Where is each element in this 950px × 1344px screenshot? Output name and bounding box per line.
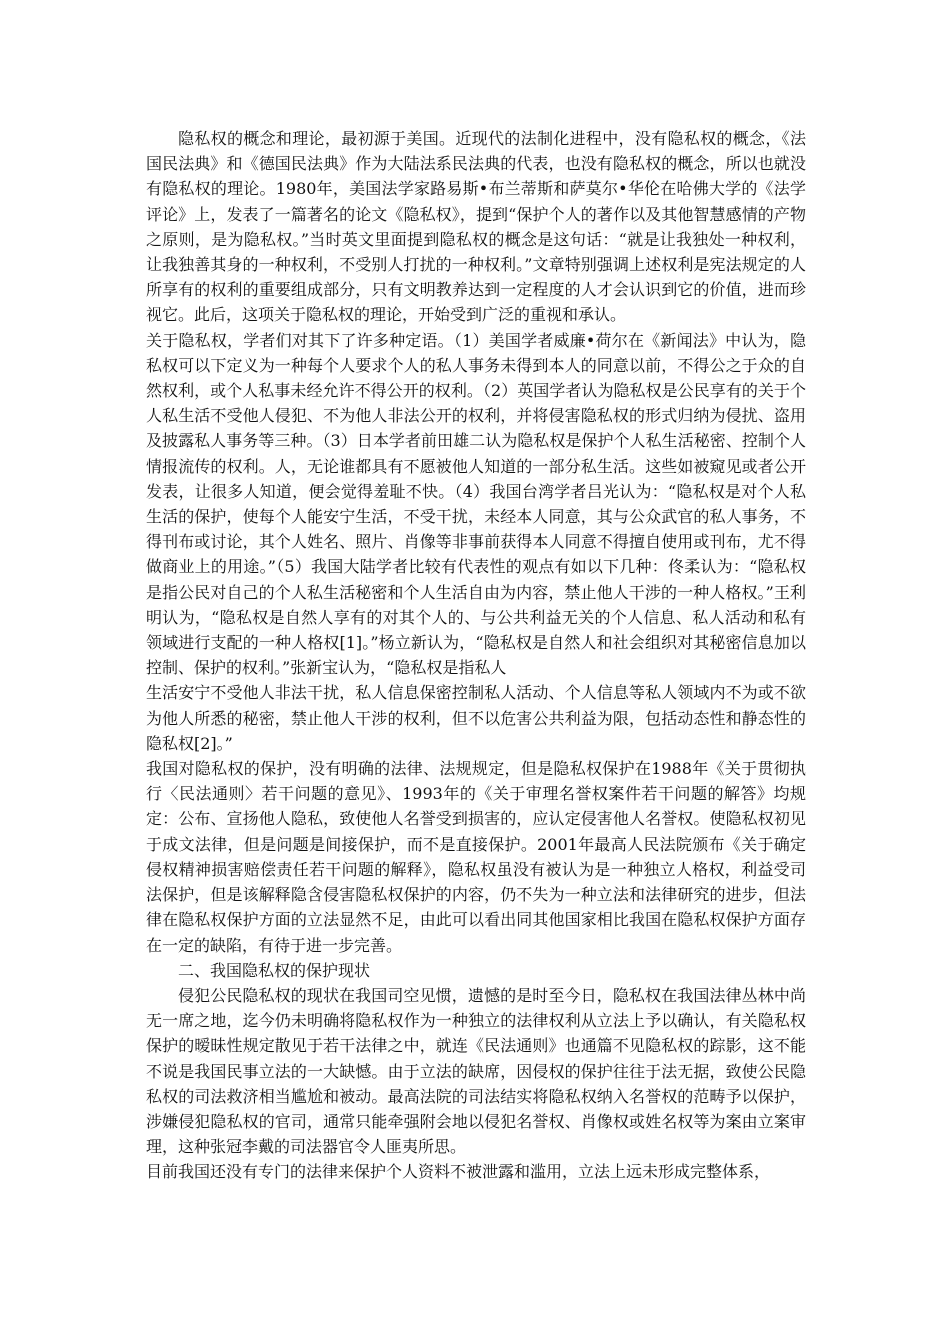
paragraph-current-status: 侵犯公民隐私权的现状在我国司空见惯，遗憾的是时至今日，隐私权在我国法律丛林中尚无一席之地，迄今仍未明确将隐私权作为一种独立的法律权利从立法上予以确认，有关隐私权保护的暧昧性规定散见于若干法律之中，就连《民法通则》也通篇不见隐私权的踪影，这不能不说是我国民事立法的一大缺憾。由于立法的缺席，因侵权的保护往往于法无据，致使公民隐私权的司法救济相当尴尬和被动。最高法院的司法结实将隐私权纳入名誉权的范畴予以保护，涉嫌侵犯隐私权的官司，通常只能牵强附会地以侵犯名誉权、肖像权或姓名权等为案由立案审理，这种张冠李戴的司法器官令人匪夷所思。 [146, 985, 806, 1157]
paragraph-personal-data: 目前我国还没有专门的法律来保护个人资料不被泄露和滥用，立法上远未形成完整体系， [146, 1162, 771, 1182]
paragraph-china-protection: 我国对隐私权的保护，没有明确的法律、法规规定，但是隐私权保护在1988年《关于贯彻执行〈民法通则〉若干问题的意见》、1993年的《关于审理名誉权案件若干问题的解答》均规定：公布、宣扬他人隐私，致使他人名誉受到损害的，应认定侵害他人名誉权。使隐私权初见于成文法律，但是问题是间接保护，而不是直接保护。2001年最高人民法院颁布《关于确定侵权精神损害赔偿责任若干问题的解释》，隐私权虽没有被认为是一种独立人格权，利益受司法保护，但是该解释隐含侵害隐私权保护的内容，仍不失为一种立法和法律研究的进步，但法律在隐私权保护方面的立法显然不足，由此可以看出同其他国家相比我国在隐私权保护方面存在一定的缺陷，有待于进一步完善。 [146, 759, 806, 955]
paragraph-definitions: 关于隐私权，学者们对其下了许多种定语。（1）美国学者威廉•荷尔在《新闻法》中认为，隐私权可以下定义为一种每个人要求个人的私人事务未得到本人的同意以前，不得公之于众的自然权利，或个人私事未经允许不得公开的权利。（2）英国学者认为隐私权是公民享有的关于个人私生活不受他人侵犯、不为他人非法公开的权利，并将侵害隐私权的形式归纳为侵扰、盗用及披露私人事务等三种。（3）日本学者前田雄二认为隐私权是保护个人私生活秘密、控制个人情报流传的权利。人，无论谁都具有不愿被他人知道的一部分私生活。这些如被窥见或者公开发表，让很多人知道，便会觉得羞耻不快。（4）我国台湾学者吕光认为：“隐私权是对个人私生活的保护，使每个人能安宁生活，不受干扰，未经本人同意，其与公众武官的私人事务，不得刊布或讨论，其个人姓名、照片、肖像等非事前获得本人同意不得擅自使用或刊布，尤不得做商业上的用途。”（5）我国大陆学者比较有代表性的观点有如以下几种：佟柔认为：“隐私权是指公民对自己的个人私生活秘密和个人生活自由为内容，禁止他人干涉的一种人格权。”王利明认为，“隐私权是自然人享有的对其个人的、与公共利益无关的个人信息、私人活动和私有领域进行支配的一种人格权[1]。”杨立新认为，“隐私权是自然人和社会组织对其秘密信息加以控制、保护的权利。”张新宝认为，“隐私权是指私人 [146, 330, 806, 678]
paragraph-definitions-continued: 生活安宁不受他人非法干扰，私人信息保密控制私人活动、个人信息等私人领域内不为或不欲为他人所悉的秘密，禁止他人干涉的权利，但不以危害公共利益为限，包括动态性和静态性的隐私权[2]。” [146, 683, 806, 753]
document-page [146, 126, 806, 1185]
section-heading: 二、我国隐私权的保护现状 [178, 960, 371, 980]
paragraph-origin-of-privacy: 隐私权的概念和理论，最初源于美国。近现代的法制化进程中，没有隐私权的概念，《法国民法典》和《德国民法典》作为大陆法系民法典的代表，也没有隐私权的概念，所以也就没有隐私权的理论。1980年，美国法学家路易斯•布兰蒂斯和萨莫尔•华伦在哈佛大学的《法学评论》上，发表了一篇著名的论文《隐私权》，提到“保护个人的著作以及其他智慧感情的产物之原则，是为隐私权。”当时英文里面提到隐私权的概念是这句话：“就是让我独处一种权利，让我独善其身的一种权利，不受别人打扰的一种权利。”文章特别强调上述权利是宪法规定的人所享有的权利的重要组成部分，只有文明教养达到一定程度的人才会认识到它的价值，进而珍视它。此后，这项关于隐私权的理论，开始受到广泛的重视和承认。 [146, 129, 806, 325]
